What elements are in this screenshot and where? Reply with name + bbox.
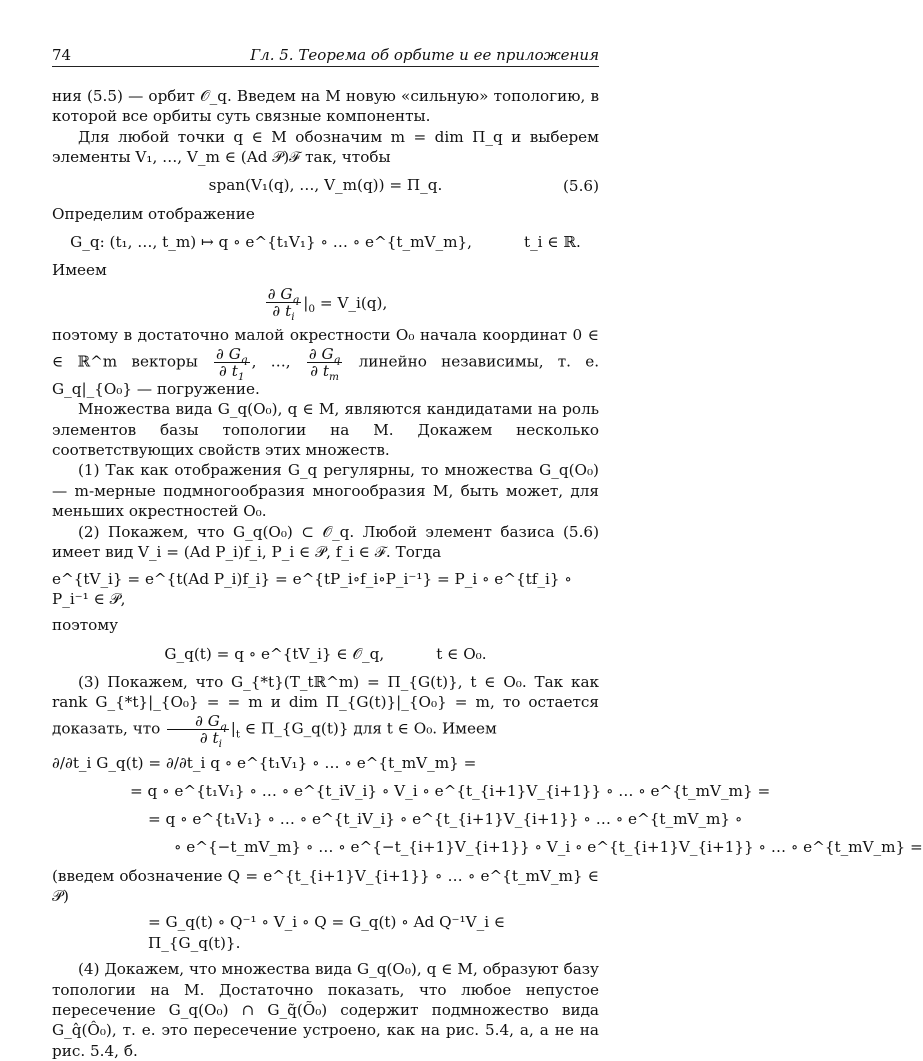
paragraph-vectors-start: поэтому в достаточно малой окрестности O₀ начала координат 0 ∈ ∈ ℝ^m векторы (52, 326, 599, 371)
derivation-row: ∂/∂t_i G_q(t) = ∂/∂t_i q ∘ e^{t₁V₁} ∘ … ∘ e^{t_mV_m} = (52, 754, 477, 773)
running-title: Гл. 5. Теорема об орбите и ее приложения (250, 46, 599, 64)
paragraph-item-1: (1) Так как отображения G_q регулярны, то множества G_q(O₀) — m-мерные подмногообразия многообразия M, быть может, для меньших окрестностей O₀. (52, 461, 599, 521)
equation-q-body: = G_q(t) ∘ Q⁻¹ ∘ V_i ∘ Q = G_q(t) ∘ Ad Q⁻¹V_i ∈ Π_{G_q(t)}. (148, 913, 506, 952)
partial-fraction-t1: $\frac{\partial G_q}{\partial t_1}$ (216, 344, 248, 383)
paragraph-therefore: поэтому (52, 616, 119, 635)
paragraph-item-3-end: ∈ Π_{G_q(t)} для t ∈ O₀. Имеем (244, 719, 497, 738)
equation-number: (5.6) (562, 176, 599, 195)
derivation-row: = q ∘ e^{t₁V₁} ∘ … ∘ e^{t_iV_i} ∘ V_i ∘ e^{t_{i+1}V_{i+1}} ∘ … ∘ e^{t_mV_m} = (130, 782, 771, 801)
paragraph-choose-elements: Для любой точки q ∈ M обозначим m = dim Π_q и выберем элементы V₁, …, V_m ∈ (Ad 𝒫)ℱ так, чтобы (52, 127, 599, 167)
paragraph-topology: ния (5.5) — орбит 𝒪_q. Введем на M новую «сильную» топологию, в которой все орбиты суть связные компоненты. (52, 87, 599, 126)
paragraph-we-have: Имеем (52, 261, 107, 280)
paragraph-item-2: (2) Покажем, что G_q(O₀) ⊂ 𝒪_q. Любой элемент базиса (5.6) имеет вид V_i = (Ad P_i)f_i, P_i ∈ 𝒫, f_i ∈ ℱ. Тогда (52, 522, 599, 562)
derivation-block (52, 750, 923, 862)
paragraph-vectors: поэтому в достаточно малой окрестности O₀ начала координат 0 ∈ ∈ ℝ^m векторы $\frac{\partial G_q}{\partial t_1}$ , …, $\frac{\partial G_q}{\partial t_m}$ линейно независимы, т. е. G_q|_{O₀} — погружение. (52, 326, 600, 398)
equation-orbit-condition: t ∈ O₀. (436, 644, 487, 663)
equation-5-6-body: span(V₁(q), …, V_m(q)) = Π_q. (208, 176, 443, 195)
running-header (52, 44, 599, 67)
equation-conjugation-body: e^{tV_i} = e^{t(Ad P_i)f_i} = e^{tP_i∘f_i∘P_i⁻¹} = P_i ∘ e^{tf_i} ∘ P_i⁻¹ ∈ 𝒫, (52, 569, 572, 608)
partial-fraction-tm: $\frac{\partial G_q}{\partial t_m}$ (308, 344, 341, 383)
equation-map (52, 230, 599, 254)
equation-orbit (52, 642, 599, 666)
equation-orbit-body: G_q(t) = q ∘ e^{tV_i} ∈ 𝒪_q, (164, 644, 385, 663)
paragraph-item-4: (4) Докажем, что множества вида G_q(O₀), q ∈ M, образуют базу топологии на M. Достаточно показать, что любое непустое пересечение G_q(O₀) ∩ G_q̃(Õ₀) содержит подмножество вида G_q̂(Ô₀), т. е. это пересечение устроено, как на рис. 5.4, а, а не на рис. 5.4, б. (52, 960, 599, 1060)
equation-map-condition: t_i ∈ ℝ. (523, 232, 581, 251)
paragraph-vectors-end: линейно независимы, т. е. G_q|_{O₀} — погружение. (52, 352, 600, 398)
paragraph-define-map: Определим отображение (52, 204, 255, 223)
paragraph-item-3-start: (3) Покажем, что G_{*t}(T_tℝ^m) = Π_{G(t)}, t ∈ O₀. Так как rank G_{*t}|_{O₀} = = m и dim Π_{G(t)}|_{O₀} = m, то остается доказать, что (52, 672, 599, 738)
equation-5-6 (52, 174, 599, 198)
equation-derivative: $\frac{\partial G_q}{\partial t_i}$ $|_0$ = V_i(q), (267, 285, 388, 324)
equation-conjugation (52, 569, 599, 610)
derivation-row: ∘ e^{−t_mV_m} ∘ … ∘ e^{−t_{i+1}V_{i+1}} ∘ V_i ∘ e^{t_{i+1}V_{i+1}} ∘ … ∘ e^{t_mV_m} = (174, 838, 923, 857)
equation-map-body: G_q: (t₁, …, t_m) ↦ q ∘ e^{t₁V₁} ∘ … ∘ e^{t_mV_m}, (70, 232, 472, 251)
equation-q (52, 912, 599, 953)
equation-derivative-rhs: = V_i(q), (319, 293, 388, 312)
paragraph-notation-q: (введем обозначение Q = e^{t_{i+1}V_{i+1}} ∘ … ∘ e^{t_mV_m} ∈ 𝒫) (52, 866, 599, 905)
partial-fraction-at-t: $\frac{\partial G_q}{\partial t_i}$ (167, 713, 229, 746)
page-body (52, 86, 923, 1061)
paragraph-candidates: Множества вида G_q(O₀), q ∈ M, являются кандидатами на роль элементов базы топологии на M. Докажем несколько соответствующих свойств этих множеств. (52, 400, 599, 460)
paragraph-item-3: (3) Покажем, что G_{*t}(T_tℝ^m) = Π_{G(t)}, t ∈ O₀. Так как rank G_{*t}|_{O₀} = = m и dim Π_{G(t)}|_{O₀} = m, то остается доказать, что $\frac{\partial G_q}{\partial t_i}$ $|_t$ ∈ Π_{G_q(t)} для t ∈ O₀. Имеем (52, 672, 599, 750)
page-number: 74 (52, 46, 72, 64)
partial-fraction: $\frac{\partial G_q}{\partial t_i}$ (267, 285, 300, 324)
derivation-row: = q ∘ e^{t₁V₁} ∘ … ∘ e^{t_iV_i} ∘ e^{t_{i+1}V_{i+1}} ∘ … ∘ e^{t_mV_m} ∘ (148, 810, 743, 829)
